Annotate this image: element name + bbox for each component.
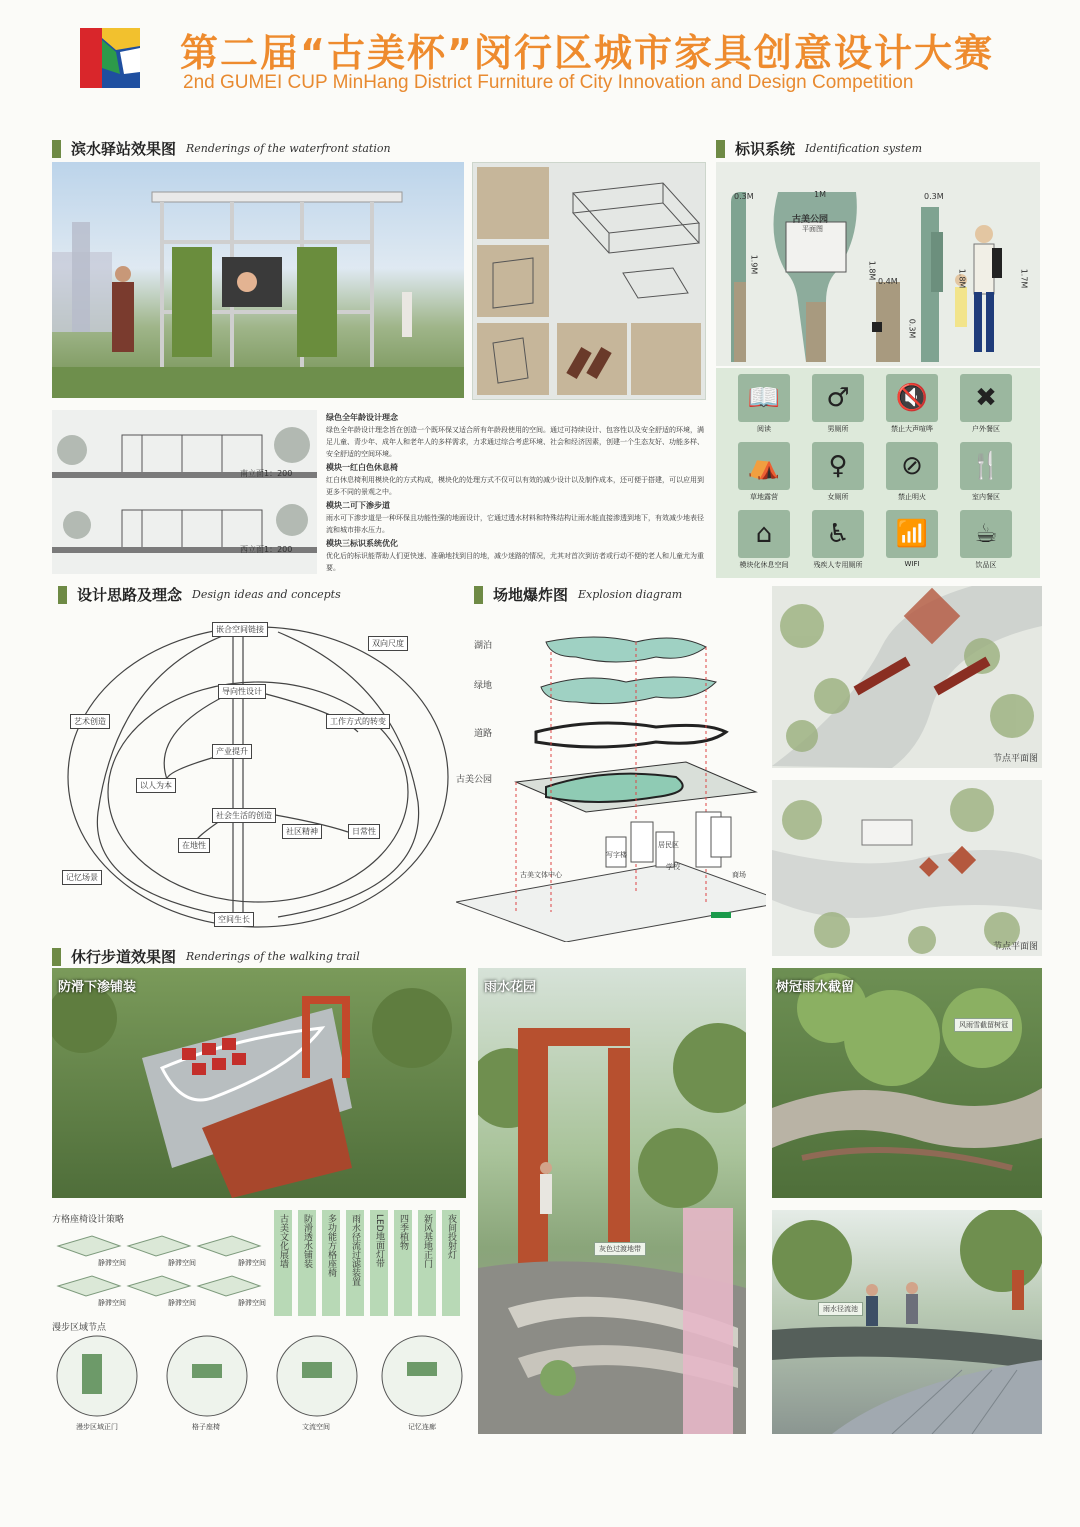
node-plan-label-2: 节点平面图 — [992, 942, 1038, 952]
item-mall: 商场 — [732, 871, 746, 879]
dim-8: 1.8M — [957, 268, 967, 289]
section-title-explosion: 场地爆炸图 Explosion diagram — [474, 584, 682, 605]
feature-strip-6: 四季植物 — [394, 1210, 412, 1316]
pictogram-grid — [716, 368, 1040, 578]
stroll-nodes-diagrams — [52, 1334, 466, 1434]
concept-node-5: 产业提升 — [212, 744, 252, 759]
icon-cell-0: 📖 阅读 — [734, 374, 794, 434]
icon-cell-11: ☕ 饮品区 — [956, 510, 1016, 570]
icon-cell-10: 📶 WIFI — [882, 510, 942, 570]
concept-node-2: 导向性设计 — [218, 684, 266, 699]
concept-node-7: 社会生活的创造 — [212, 808, 276, 823]
concept-node-3: 艺术创造 — [70, 714, 110, 729]
elevation-west: 西立面1：200 — [240, 545, 293, 554]
concept-node-6: 以人为本 — [136, 778, 176, 793]
strategy-label-6: 静滞空间 — [238, 1299, 266, 1307]
node-plan-bottom — [772, 780, 1042, 956]
male-icon: ♂ — [812, 374, 864, 422]
book-icon: 📖 — [738, 374, 790, 422]
sign-board-title: 古美公园 — [792, 215, 829, 225]
concept-node-11: 记忆场景 — [62, 870, 102, 885]
dim-1: 0.3M — [734, 192, 754, 201]
item-school: 学校 — [666, 863, 680, 871]
feature-strip-3: 多功能方格座椅 — [322, 1210, 340, 1316]
item-office: 写字楼 — [606, 851, 627, 859]
feature-strip-5: LED地面灯带 — [370, 1210, 388, 1316]
icon-cell-2: 🔇 禁止大声喧哗 — [882, 374, 942, 434]
section-title-identification: 标识系统 Identification system — [716, 138, 922, 159]
pavilion-icon: ⌂ — [738, 510, 790, 558]
concept-node-10: 日常性 — [348, 824, 380, 839]
layer-lake: 湖泊 — [474, 641, 493, 651]
concept-node-8: 在地性 — [178, 838, 210, 853]
concept-node-9: 社区精神 — [282, 824, 322, 839]
explosion-diagram — [456, 612, 766, 942]
dim-2: 1M — [814, 190, 826, 199]
elevation-south: 南立面1：200 — [240, 469, 293, 478]
female-icon: ♀ — [812, 442, 864, 490]
tent-icon: ⛺ — [738, 442, 790, 490]
trail-rendering-rain-garden — [478, 968, 746, 1434]
stroll-node-3: 文流空间 — [302, 1423, 330, 1431]
icon-cell-5: ♀ 女厕所 — [808, 442, 868, 502]
icon-cell-1: ♂ 男厕所 — [808, 374, 868, 434]
item-culture-center: 古美文体中心 — [520, 871, 562, 879]
stroll-node-1: 漫步区域正门 — [76, 1423, 118, 1431]
coffee-icon: ☕ — [960, 510, 1012, 558]
dim-5: 1.8M — [867, 260, 877, 281]
strategy-label-1: 静滞空间 — [98, 1259, 126, 1267]
feature-strip-8: 夜间投射灯 — [442, 1210, 460, 1316]
item-residential: 居民区 — [658, 841, 679, 849]
concept-body-3: 雨水可下渗步道是一种环保且功能性强的地面设计，它通过透水材料和特殊结构让雨水能直接渗透到地下，有效减少地表径流和城市排水压力。 — [326, 514, 704, 534]
stroll-nodes-title: 漫步区域节点 — [52, 1323, 107, 1333]
competition-subtitle: 2nd GUMEI CUP MinHang District Furniture of City Innovation and Design Competition — [183, 72, 914, 93]
stroll-node-4: 记忆连廊 — [408, 1423, 436, 1431]
no-picnic-icon: ✖ — [960, 374, 1012, 422]
concept-diagram — [58, 612, 458, 938]
dim-3: 0.3M — [924, 192, 944, 201]
strategy-label-4: 静滞空间 — [98, 1299, 126, 1307]
signage-drawings — [716, 162, 1040, 366]
trail-rendering-canopy — [772, 968, 1042, 1198]
strategy-label-3: 静滞空间 — [238, 1259, 266, 1267]
no-noise-icon: 🔇 — [886, 374, 938, 422]
concept-description — [326, 410, 706, 576]
node-plan-label-1: 节点平面图 — [992, 754, 1038, 764]
logo — [80, 28, 140, 88]
dim-9: 1.7M — [1019, 268, 1029, 289]
strategy-label-5: 静滞空间 — [168, 1299, 196, 1307]
layer-park: 古美公园 — [456, 775, 493, 785]
no-fire-icon: ⊘ — [886, 442, 938, 490]
waterfront-rendering — [52, 162, 464, 398]
module-construction-panel — [472, 162, 706, 400]
icon-cell-6: ⊘ 禁止明火 — [882, 442, 942, 502]
trail-photo-label-3: 树冠雨水截留 — [776, 980, 855, 995]
competition-title: 第二届“古美杯”闵行区城市家具创意设计大赛 — [180, 31, 994, 75]
trail-tag-canopy: 风雨雪截留树冠 — [954, 1018, 1013, 1032]
concept-body-2: 红白休息椅利用模块化的方式构成，模块化的处理方式不仅可以有效的减少设计以及制作成本，还可便于搭建，可以应用到更多不同的景观之中。 — [326, 476, 704, 496]
section-title-waterfront: 滨水驿站效果图 Renderings of the waterfront station — [52, 138, 391, 159]
concept-head-2: 模块一红白色休息椅 — [326, 463, 398, 472]
concept-head-1: 绿色全年龄设计理念 — [326, 413, 398, 422]
icon-cell-9: ♿ 残疾人专用厕所 — [808, 510, 868, 570]
sign-board-sub: 平面图 — [802, 225, 823, 233]
trail-photo-label-2: 雨水花园 — [484, 980, 537, 995]
concept-node-12: 空间生长 — [214, 912, 254, 927]
dim-6: 0.4M — [878, 277, 898, 286]
concept-node-4: 工作方式的转变 — [326, 714, 390, 729]
accessible-icon: ♿ — [812, 510, 864, 558]
strategy-diagrams — [52, 1228, 272, 1316]
icon-cell-4: ⛺ 草地露营 — [734, 442, 794, 502]
icon-cell-8: ⌂ 模块化休息空间 — [734, 510, 794, 570]
concept-body-4: 优化后的标识能帮助人们更快速、准确地找到目的地，减少迷路的情况，尤其对首次到访者或行动不便的老人和儿童尤为重要。 — [326, 552, 704, 572]
concept-body-1: 绿色全年龄设计理念旨在创造一个既环保又适合所有年龄段使用的空间。通过可持续设计、包容性以及安全舒适的环境，满足儿童、青少年、成年人和老年人的多样需求，力求通过综合考虑环境、社会和经济因素，创建一个生态友好、功能多样、安全舒适的空间环境。 — [326, 426, 704, 458]
concept-head-3: 模块二可下渗步道 — [326, 501, 390, 510]
layer-greenland: 绿地 — [474, 681, 493, 691]
trail-tag-grey-transition: 灰色过渡地带 — [594, 1242, 646, 1256]
feature-strip-7: 新风基地正门 — [418, 1210, 436, 1316]
strategy-label-2: 静滞空间 — [168, 1259, 196, 1267]
trail-tag-runoff-pool: 雨水径流池 — [818, 1302, 863, 1316]
trail-rendering-runoff-pool — [772, 1210, 1042, 1434]
feature-strip-1: 古美文化展墙 — [274, 1210, 292, 1316]
feature-strip-4: 雨水径流过滤装置 — [346, 1210, 364, 1316]
elevation-drawings — [52, 410, 317, 574]
trail-photo-label-1: 防滑下渗铺装 — [58, 980, 137, 995]
concept-node-1: 双向尺度 — [368, 636, 408, 651]
icon-cell-7: 🍴 室内餐区 — [956, 442, 1016, 502]
layer-road: 道路 — [474, 729, 493, 739]
feature-strip-2: 防滑透水铺装 — [298, 1210, 316, 1316]
dim-7: 0.3M — [907, 318, 917, 339]
stroll-node-2: 格子座椅 — [192, 1423, 220, 1431]
dim-4: 1.9M — [749, 254, 759, 275]
concept-head-4: 模块三标识系统优化 — [326, 539, 398, 548]
node-plan-top — [772, 586, 1042, 768]
dining-icon: 🍴 — [960, 442, 1012, 490]
section-title-trail: 休行步道效果图 Renderings of the walking trail — [52, 946, 360, 967]
section-title-design: 设计思路及理念 Design ideas and concepts — [58, 584, 341, 605]
concept-node-0: 嵌合空间链接 — [212, 622, 268, 637]
wifi-icon: 📶 — [886, 510, 938, 558]
strategy-title: 方格座椅设计策略 — [52, 1215, 125, 1225]
icon-cell-3: ✖ 户外餐区 — [956, 374, 1016, 434]
trail-rendering-paving — [52, 968, 466, 1198]
